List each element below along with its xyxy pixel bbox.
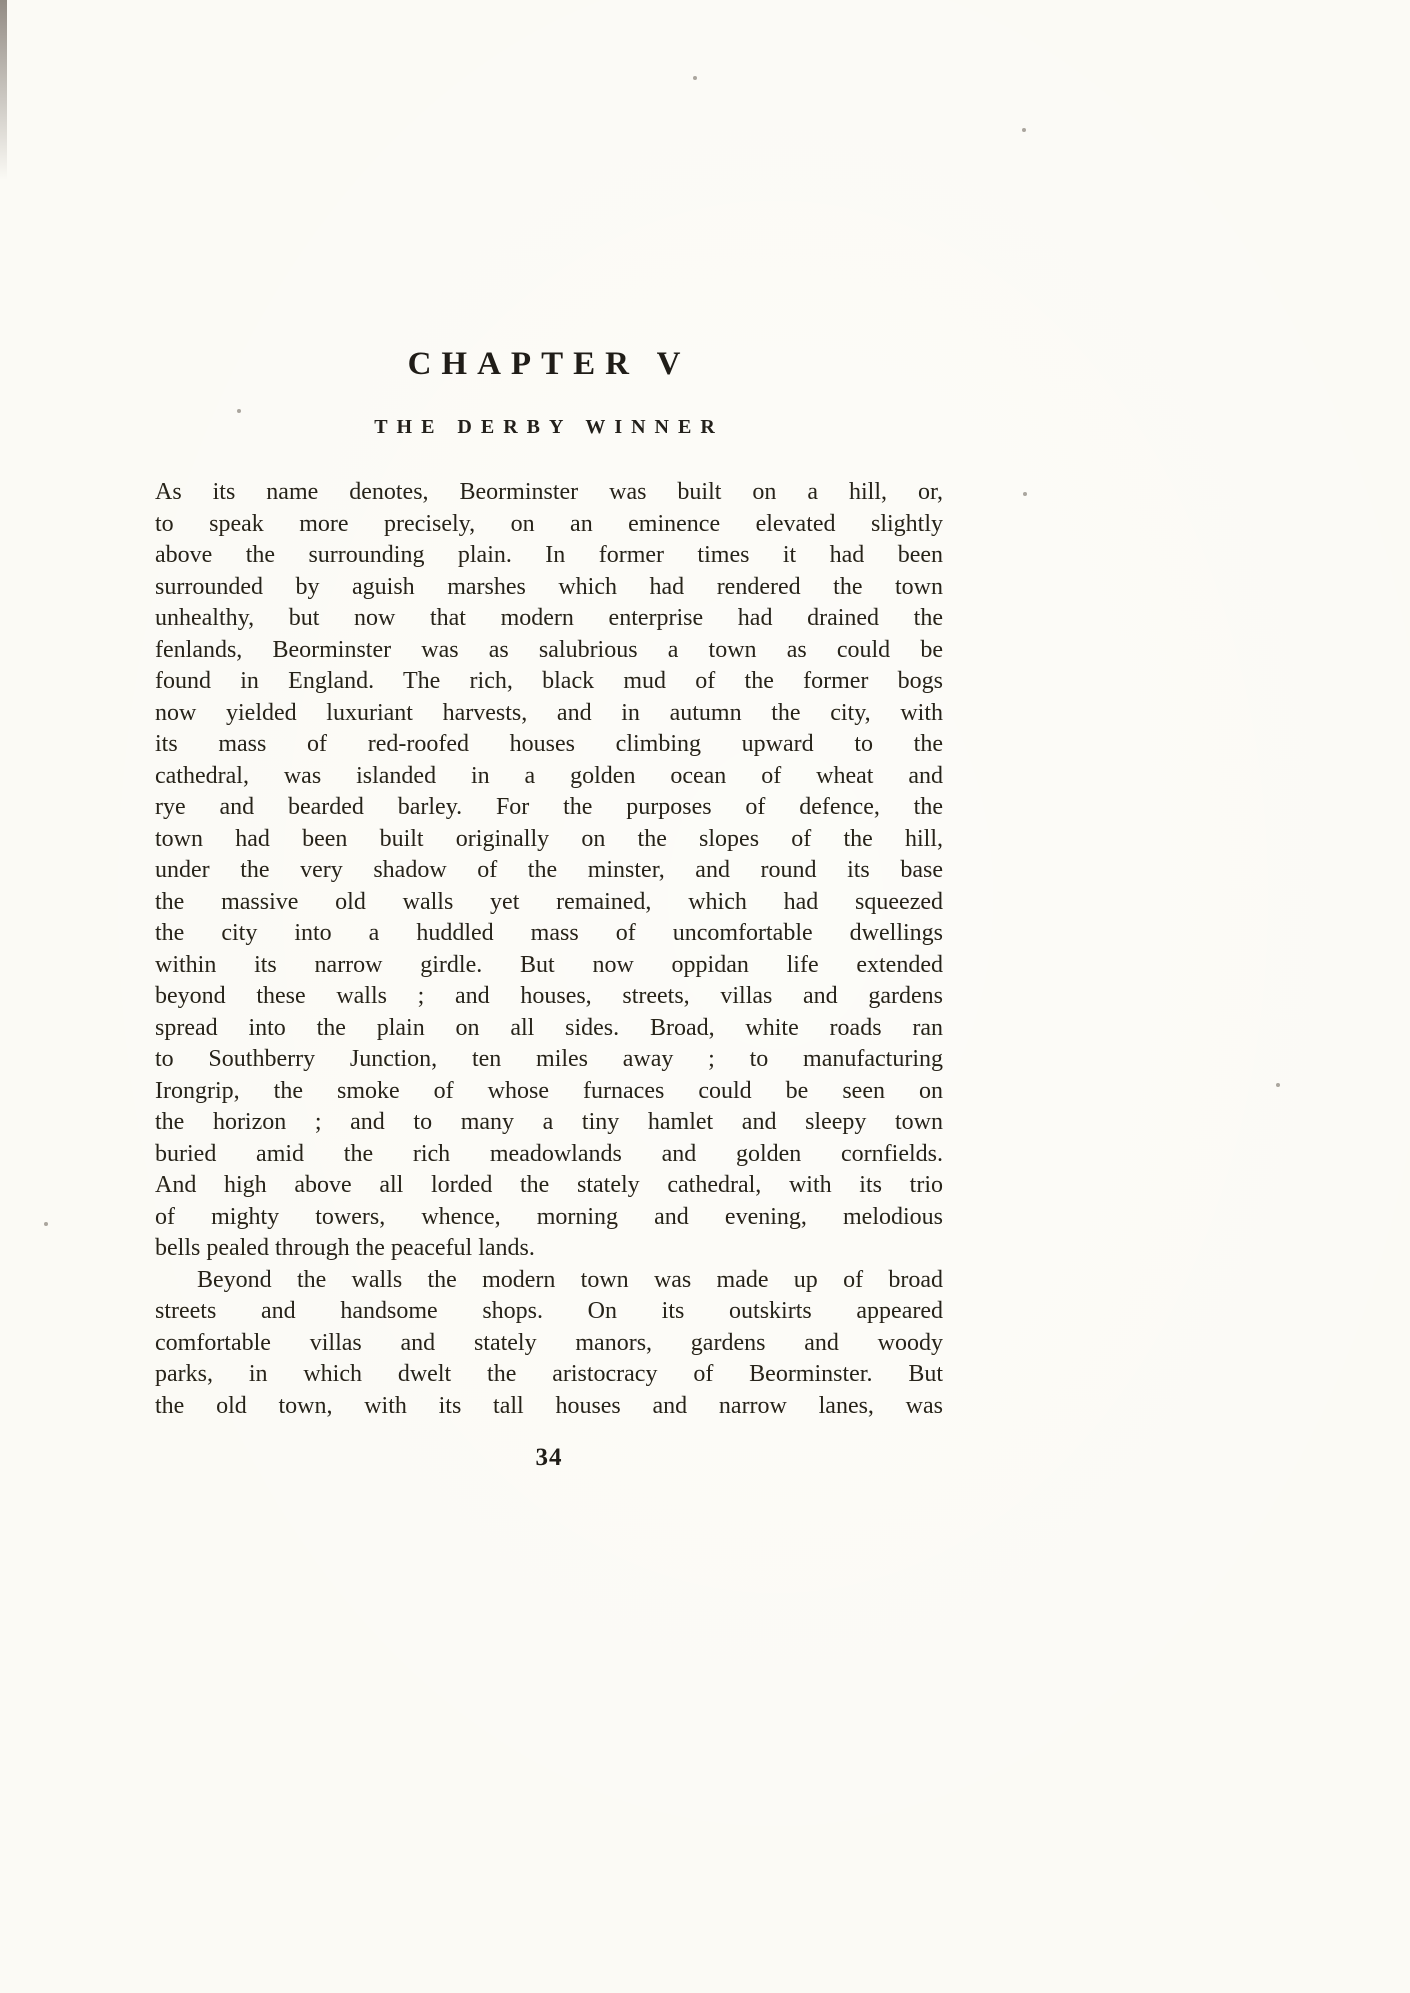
text-line: found in England. The rich, black mud of the former bogs — [155, 668, 943, 694]
text-line: fenlands, Beorminster was as salubrious a town as could be — [155, 636, 943, 663]
chapter-title: CHAPTER V — [407, 346, 691, 382]
text-line: beyond these walls ; and houses, streets, villas and gardens — [155, 983, 943, 1009]
text-line: parks, in which dwelt the aristocracy of Beorminster. But — [155, 1361, 943, 1387]
section-title: THE DERBY WINNER — [374, 416, 724, 438]
text-line: under the very shadow of the minster, and round its base — [155, 857, 943, 883]
text-line: the horizon ; and to many a tiny hamlet and sleepy town — [155, 1109, 943, 1135]
text-line: streets and handsome shops. On its outskirts appeared — [155, 1298, 943, 1324]
text-line: unhealthy, but now that modern enterprise had drained the — [155, 605, 943, 631]
text-line: rye and bearded barley. For the purposes of defence, the — [155, 794, 943, 820]
text-line: bells pealed through the peaceful lands. — [155, 1235, 535, 1261]
text-line: surrounded by aguish marshes which had rendered the town — [155, 573, 943, 600]
text-line: to speak more precisely, on an eminence elevated slightly — [155, 510, 943, 537]
page-number: 34 — [535, 1444, 563, 1471]
scan-speck — [1022, 128, 1026, 132]
scan-speck — [44, 1222, 48, 1226]
scan-edge-shadow — [0, 0, 7, 180]
text-line: the city into a huddled mass of uncomfortable dwellings — [155, 920, 943, 946]
text-column — [155, 0, 943, 1472]
scan-speck — [1023, 492, 1027, 496]
text-line: buried amid the rich meadowlands and golden cornfields. — [155, 1140, 943, 1167]
text-line: the massive old walls yet remained, which had squeezed — [155, 888, 943, 915]
text-line: And high above all lorded the stately cathedral, with its trio — [155, 1172, 943, 1198]
text-line: now yielded luxuriant harvests, and in autumn the city, with — [155, 699, 943, 726]
paragraph — [155, 1265, 943, 1423]
text-line: Beyond the walls the modern town was made up of broad — [197, 1266, 943, 1293]
text-line: above the surrounding plain. In former times it had been — [155, 542, 943, 568]
text-line: As its name denotes, Beorminster was built on a hill, or, — [155, 479, 943, 505]
text-line: within its narrow girdle. But now oppidan life extended — [155, 951, 943, 978]
scan-speck — [1276, 1083, 1280, 1087]
text-line: spread into the plain on all sides. Broad, white roads ran — [155, 1014, 943, 1041]
text-line: the old town, with its tall houses and narrow lanes, was — [155, 1392, 943, 1419]
text-line: cathedral, was islanded in a golden ocean of wheat and — [155, 762, 943, 789]
text-line: comfortable villas and stately manors, gardens and woody — [155, 1329, 943, 1356]
text-line: to Southberry Junction, ten miles away ; to manufacturing — [155, 1046, 943, 1072]
text-line: Irongrip, the smoke of whose furnaces could be seen on — [155, 1077, 943, 1104]
text-line: of mighty towers, whence, morning and evening, melodious — [155, 1203, 943, 1230]
body-text — [155, 477, 943, 1422]
text-line: town had been built originally on the slopes of the hill, — [155, 825, 943, 852]
text-line: its mass of red-roofed houses climbing upward to the — [155, 731, 943, 757]
paragraph — [155, 477, 943, 1265]
